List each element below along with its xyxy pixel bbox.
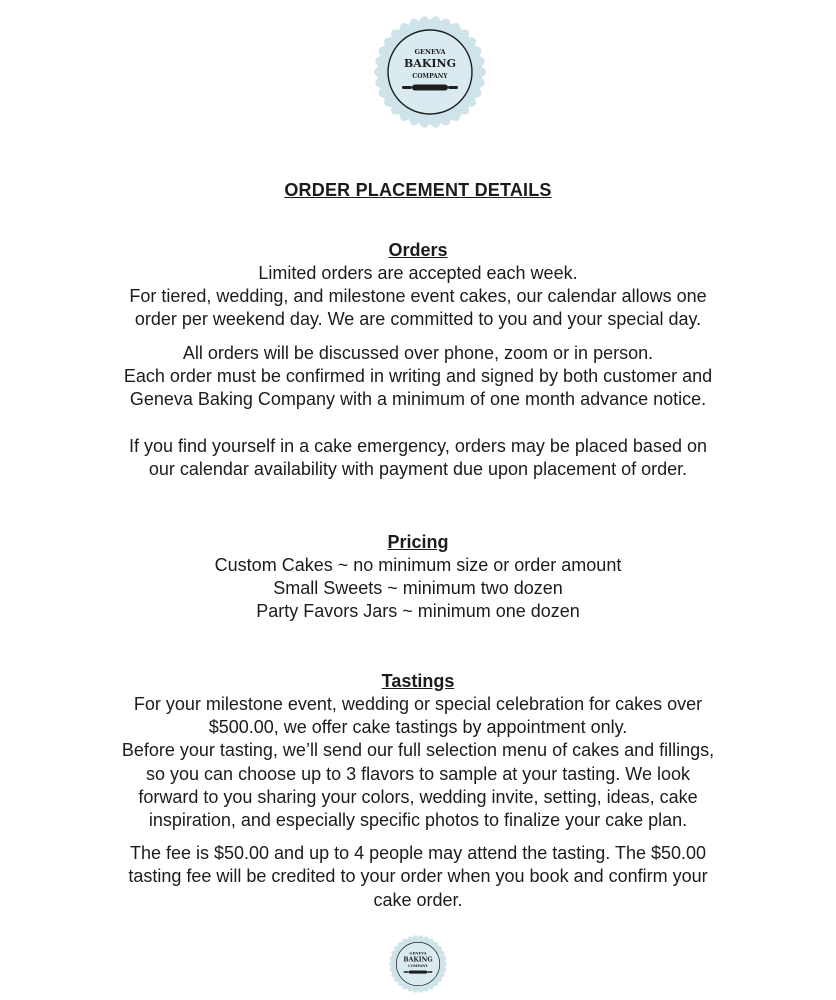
text-line: If you find yourself in a cake emergency, orders may be placed based on <box>129 436 707 457</box>
company-logo-bottom <box>388 934 448 994</box>
rolling-pin-seal-icon <box>388 934 448 994</box>
orders-paragraph-1 <box>0 262 836 332</box>
text-line: inspiration, and especially specific photos to finalize your cake plan. <box>148 810 688 831</box>
tastings-paragraph-1 <box>0 693 836 832</box>
text-line: Geneva Baking Company with a minimum of one month advance notice. <box>129 389 707 410</box>
pricing-heading: Pricing <box>387 532 449 552</box>
text-line: Before your tasting, we’ll send our full selection menu of cakes and fillings, <box>121 740 715 761</box>
page-title: ORDER PLACEMENT DETAILS <box>284 180 552 200</box>
text-line: Limited orders are accepted each week. <box>258 263 578 283</box>
text-line: Each order must be confirmed in writing and signed by both customer and <box>123 365 713 386</box>
text-line: order per weekend day. We are committed to you and your special day. <box>134 309 702 330</box>
svg-text:BAKING: BAKING <box>404 57 456 70</box>
text-line: forward to you sharing your colors, wedding invite, setting, ideas, cake <box>138 786 698 807</box>
text-line: our calendar availability with payment due upon placement of order. <box>148 459 688 480</box>
svg-text:BAKING: BAKING <box>403 956 433 964</box>
text-line: tasting fee will be credited to your order when you book and confirm your <box>128 866 708 887</box>
text-line: All orders will be discussed over phone, zoom or in person. <box>182 342 654 363</box>
text-line: so you can choose up to 3 flavors to sample at your tasting. We look <box>146 763 690 784</box>
svg-text:GENEVA: GENEVA <box>414 48 446 56</box>
orders-section <box>0 239 836 482</box>
text-line: The fee is $50.00 and up to 4 people may attend the tasting. The $50.00 <box>129 843 707 864</box>
text-line: For your milestone event, wedding or special celebration for cakes over <box>133 694 703 714</box>
tastings-paragraph-2 <box>0 842 836 912</box>
text-line: For tiered, wedding, and milestone event cakes, our calendar allows one <box>129 286 707 307</box>
pricing-item: Party Favors Jars ~ minimum one dozen <box>256 601 580 622</box>
pricing-section <box>0 531 836 624</box>
svg-text:COMPANY: COMPANY <box>412 73 448 80</box>
orders-paragraph-2 <box>0 342 836 412</box>
svg-text:COMPANY: COMPANY <box>408 964 428 969</box>
orders-heading: Orders <box>388 240 448 260</box>
text-line: cake order. <box>373 889 463 910</box>
text-line: $500.00, we offer cake tastings by appointment only. <box>208 717 628 738</box>
pricing-item: Small Sweets ~ minimum two dozen <box>273 578 563 599</box>
orders-paragraph-3 <box>0 435 836 481</box>
svg-text:GENEVA: GENEVA <box>409 951 427 956</box>
company-logo-top <box>372 14 488 130</box>
tastings-heading: Tastings <box>381 671 455 691</box>
pricing-list <box>0 554 836 624</box>
tastings-section <box>0 670 836 912</box>
pricing-item: Custom Cakes ~ no minimum size or order amount <box>214 555 622 575</box>
rolling-pin-seal-icon <box>372 14 488 130</box>
